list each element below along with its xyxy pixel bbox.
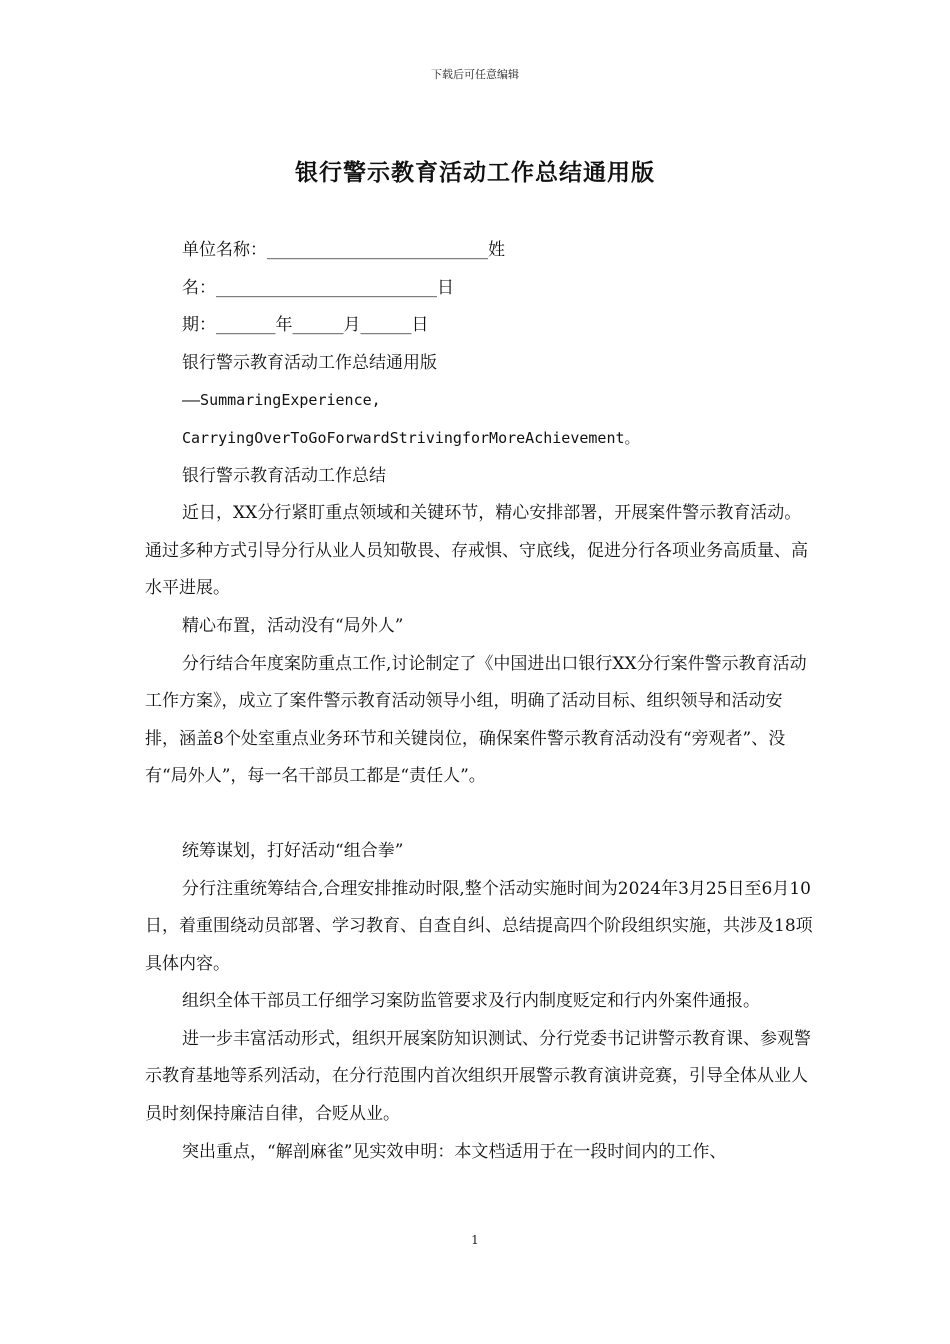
subheading-1: 精心布置，活动没有“局外人” [182,615,404,636]
paragraph-plan: 分行结合年度案防重点工作,讨论制定了《中国进出口银行XX分行案件警示教育活动工作方案》，成立了案件警示教育活动领导小组，明确了活动目标、组织领导和活动安排，涵盖8个处室重点业务环节和关键岗位，确保案件警示教育活动没有“旁观者”、没有“局外人”，每一名干部员工都是“责任人”。 [145,653,807,787]
tagline-2: CarryingOverToGoForwardStrivingforMoreAchievement。 [182,428,640,447]
form-line-unit: 单位名称：__________________________姓 [182,240,505,260]
form-line-name: 名：__________________________日 [182,277,454,298]
tagline-1: ——SummaringExperience, [182,391,381,410]
page-number: 1 [471,1233,479,1247]
document-title: 银行警示教育活动工作总结通用版 [295,159,655,186]
section-heading: 银行警示教育活动工作总结 [182,465,386,486]
paragraph-schedule: 分行注重统筹结合,合理安排推动时限,整个活动实施时间为2024年3月25日至6月10日，着重围绕动员部署、学习教育、自查自纠、总结提高四个阶段组织实施，共涉及18项具体内容。 [145,878,813,974]
document-body [145,232,813,1171]
paragraph-focus: 突出重点，“解剖麻雀”见实效申明：本文档适用于在一段时间内的工作、 [182,1141,727,1162]
subheading-2: 统筹谋划，打好活动“组合拳” [182,840,404,861]
paragraph-activities: 进一步丰富活动形式，组织开展案防知识测试、分行党委书记讲警示教育课、参观警示教育基地等系列活动，在分行范围内首次组织开展警示教育演讲竞赛，引导全体从业人员时刻保持廉洁自律，合贬从业。 [145,1028,811,1125]
form-line-date: 期：_______年______月______日 [182,315,429,336]
page-header: 下载后可任意编辑 [431,68,519,81]
paragraph-intro: 近日，XX分行紧盯重点领域和关键环节，精心安排部署，开展案件警示教育活动。通过多种方式引导分行从业人员知敬畏、存戒惧、守底线，促进分行各项业务高质量、高水平进展。 [145,503,808,599]
blank-line [145,796,813,833]
repeat-title: 银行警示教育活动工作总结通用版 [182,352,437,373]
paragraph-study: 组织全体干部员工仔细学习案防监管要求及行内制度贬定和行内外案件通报。 [182,991,760,1012]
